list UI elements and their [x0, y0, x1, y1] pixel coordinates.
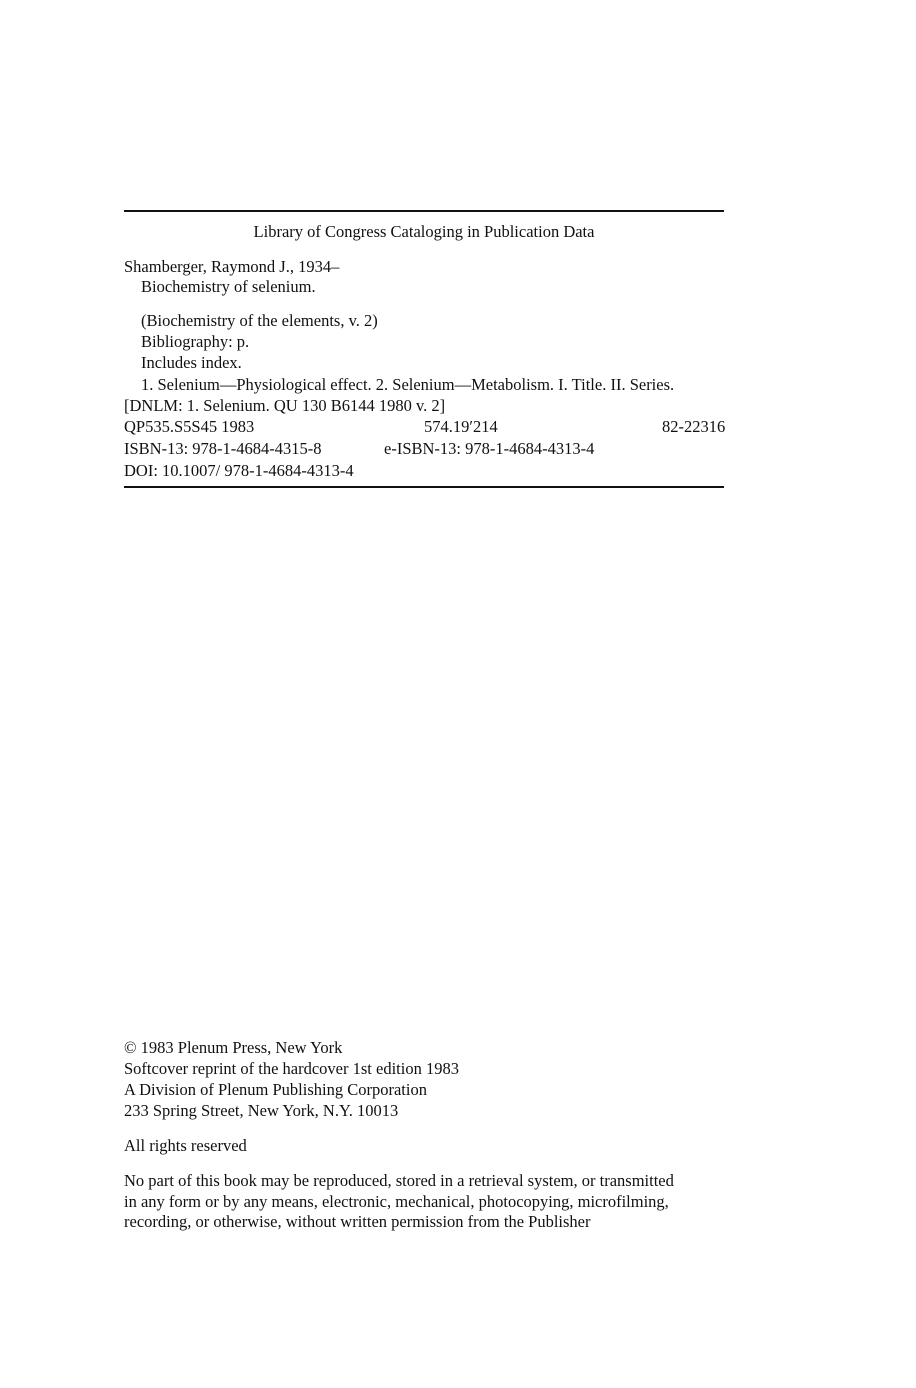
publisher-address: 233 Spring Street, New York, N.Y. 10013 — [124, 1101, 399, 1120]
cip-call-number: QP535.S5S45 1983 — [124, 417, 255, 436]
cip-series-note: (Biochemistry of the elements, v. 2) — [141, 311, 378, 330]
cip-heading: Library of Congress Cataloging in Publication Data — [253, 222, 595, 241]
copyright-notice: © 1983 Plenum Press, New York — [124, 1038, 343, 1057]
cip-eisbn: e-ISBN-13: 978-1-4684-4313-4 — [384, 439, 595, 458]
cip-dewey-number: 574.19′214 — [424, 417, 498, 436]
cip-isbn: ISBN-13: 978-1-4684-4315-8 — [124, 439, 322, 458]
rights-statement-line-1: No part of this book may be reproduced, stored in a retrieval system, or transmitted — [124, 1171, 674, 1190]
rights-statement-line-3: recording, or otherwise, without written permission from the Publisher — [124, 1212, 591, 1231]
cip-bibliography-note: Bibliography: p. — [141, 332, 250, 351]
cip-top-rule — [124, 210, 724, 212]
reprint-note: Softcover reprint of the hardcover 1st edition 1983 — [124, 1059, 459, 1078]
cip-title-line: Biochemistry of selenium. — [141, 277, 316, 296]
cip-subjects: 1. Selenium—Physiological effect. 2. Selenium—Metabolism. I. Title. II. Series. — [141, 375, 675, 394]
cip-author-line: Shamberger, Raymond J., 1934– — [124, 257, 340, 276]
cip-index-note: Includes index. — [141, 353, 242, 372]
cip-bottom-rule — [124, 486, 724, 488]
rights-statement-line-2: in any form or by any means, electronic, mechanical, photocopying, microfilming, — [124, 1192, 669, 1211]
cip-doi: DOI: 10.1007/ 978-1-4684-4313-4 — [124, 461, 354, 480]
cip-dnlm: [DNLM: 1. Selenium. QU 130 B6144 1980 v. 2] — [124, 396, 446, 415]
publisher-division: A Division of Plenum Publishing Corporation — [124, 1080, 427, 1099]
cip-lccn: 82-22316 — [662, 417, 726, 436]
rights-reserved: All rights reserved — [124, 1136, 247, 1155]
